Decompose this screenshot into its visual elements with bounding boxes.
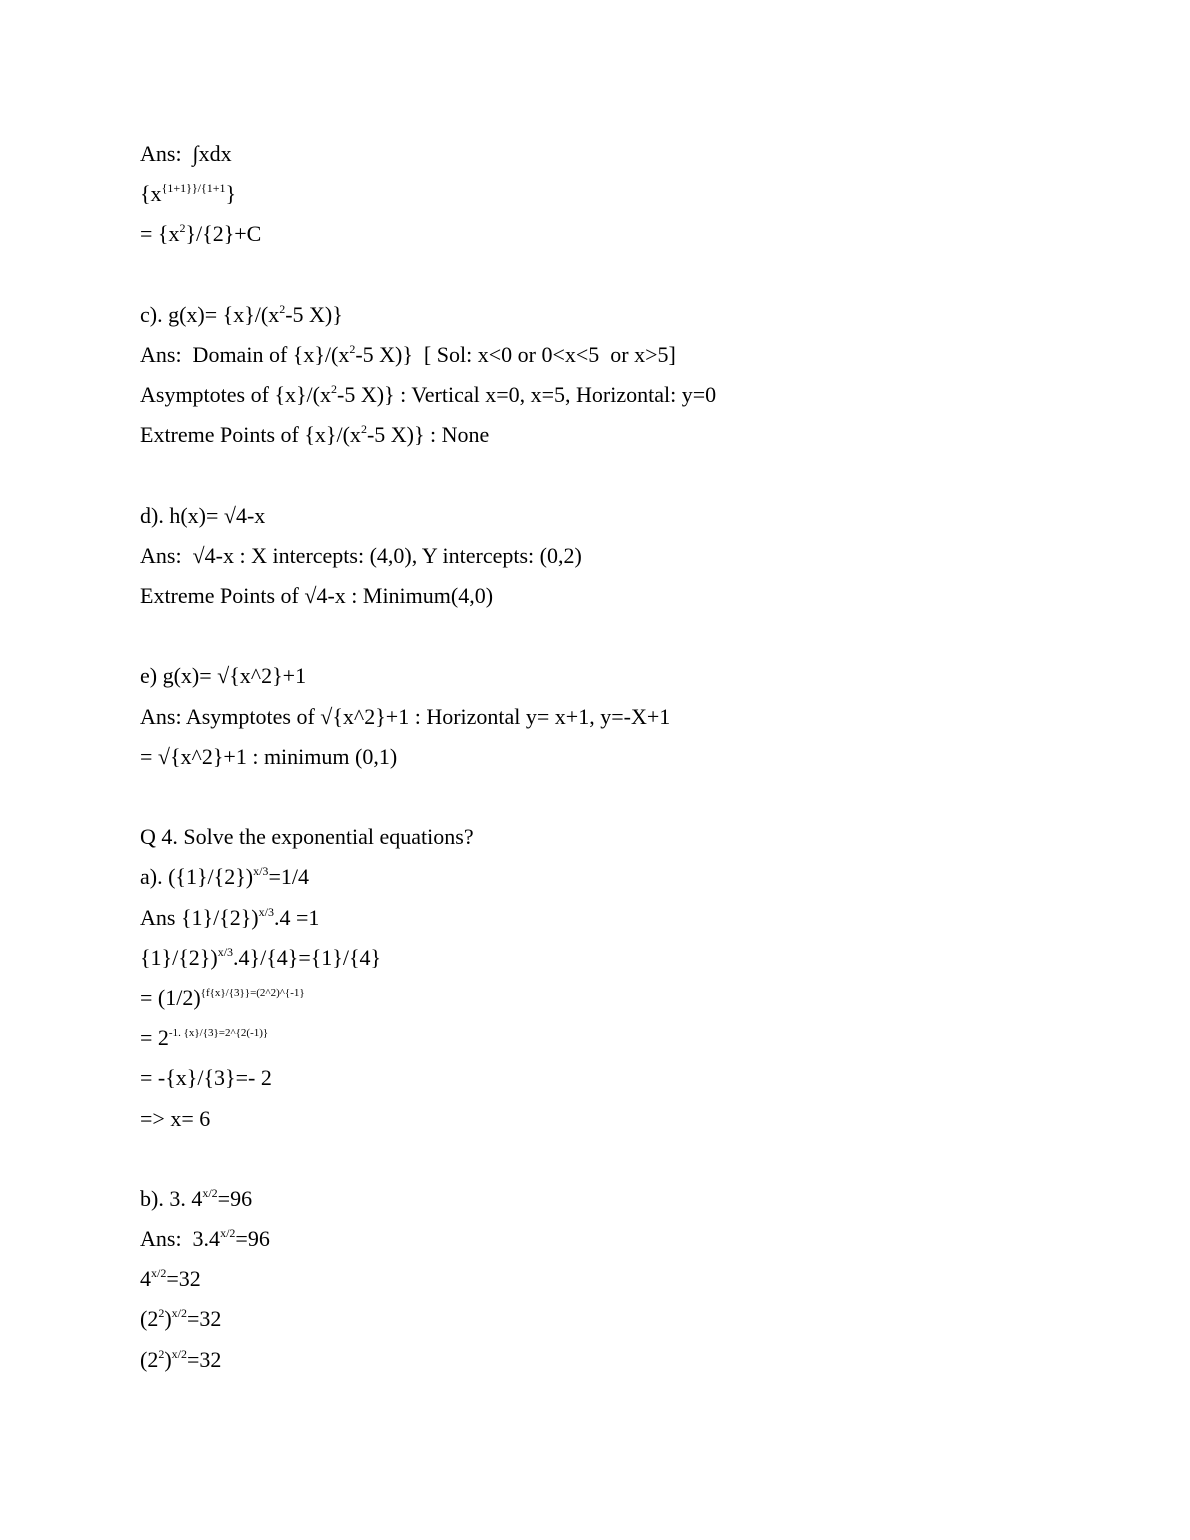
- text-line: Extreme Points of $\{x\}/(x^2-5$ X)} : None: [140, 422, 490, 448]
- superscript: {1+1}}/{1+1: [161, 181, 226, 196]
- text-line: c). $g(x)= \{x\}/(x^2-5$ X)}: [140, 301, 343, 327]
- text-line: Ans: Asymptotes of √{x^2}+1 : Horizontal y= x+1, y=-X+1: [140, 703, 671, 729]
- superscript: 2: [158, 1346, 165, 1361]
- blank-line: [140, 780, 1060, 820]
- blank-line: [140, 459, 1060, 499]
- text-line: => x= 6: [140, 1105, 211, 1131]
- text-line: = $2^{-1. \{x\}/\{3\}=2\^{}\{2(-1)\}}$: [140, 1025, 269, 1051]
- superscript: x/3: [258, 904, 274, 919]
- document-body: [140, 137, 1060, 1383]
- superscript: 2: [279, 301, 286, 316]
- text-line: = -{x}/{3}=- 2: [140, 1065, 272, 1091]
- text-line: Ans {1}/{2})$^{x/3}$.4 =1: [140, 904, 320, 930]
- text-line: $\{x^{\{1+1\}\}/\{1+1}\}$: [140, 181, 237, 207]
- question-heading: Q 4. Solve the exponential equations?: [140, 824, 474, 850]
- text-line: Ans: √4-x : X intercepts: (4,0), Y intercepts: (0,2): [140, 542, 582, 568]
- superscript: x/3: [217, 944, 234, 959]
- text-line: e) g(x)= √{x^2}+1: [140, 663, 307, 689]
- superscript: x/2: [220, 1226, 236, 1241]
- text-line: $(2^2)^{x/2}=32$: [140, 1346, 222, 1372]
- text-line: = √{x^2}+1 : minimum (0,1): [140, 743, 398, 769]
- text-line: Asymptotes of $\{x\}/(x^2-5$ X)} : Vertical x=0, x=5, Horizontal: y=0: [140, 382, 717, 408]
- superscript: x/2: [202, 1185, 218, 1200]
- superscript: 2: [360, 422, 367, 437]
- text-line: d). h(x)= √4-x: [140, 502, 266, 528]
- superscript: 2: [349, 341, 356, 356]
- superscript: x/2: [151, 1266, 167, 1281]
- text-line: Ans: Domain of $\{x\}/(x^2-5$ X)} [ Sol: x<0 or 0<x<5 or x>5]: [140, 341, 676, 367]
- blank-line: [140, 619, 1060, 659]
- superscript: 2: [331, 382, 337, 397]
- superscript: x/3: [253, 864, 269, 879]
- text-line: = $(1/2)^{\{f\{x\}/\{3\}\}=(2\^{}2)\^{}\{-1\}}$: [140, 984, 305, 1010]
- text-line: Extreme Points of √4-x : Minimum(4,0): [140, 583, 494, 609]
- text-line: {1}/{2})$^{x/3}$.4}/{4}={1}/{4}: [140, 944, 382, 970]
- text-line: b). 3. $4^{x/2}=96$: [140, 1185, 253, 1211]
- superscript: 2: [158, 1306, 165, 1321]
- superscript: x/2: [171, 1306, 187, 1321]
- superscript: {f{x}/{3}}=(2^2)^{-1}: [200, 986, 305, 999]
- text-line: Ans: $3.4^{x/2}=96$: [140, 1226, 270, 1252]
- text-line: $4^{x/2}=32$: [140, 1266, 201, 1292]
- text-line: $(2^2)^{x/2}=32$: [140, 1306, 222, 1332]
- text-line: a). $(\{1\}/\{2\})^{x/3}=1/4$: [140, 864, 309, 890]
- superscript: x/2: [171, 1346, 187, 1361]
- superscript: -1. {x}/{3}=2^{2(-1)}: [168, 1027, 269, 1040]
- text-line: Ans: ∫xdx: [140, 141, 232, 166]
- blank-line: [140, 258, 1060, 298]
- text-line: = $\{x^2\}/\{2\}+C$: [140, 221, 262, 247]
- blank-line: [140, 1142, 1060, 1182]
- superscript: 2: [179, 221, 186, 236]
